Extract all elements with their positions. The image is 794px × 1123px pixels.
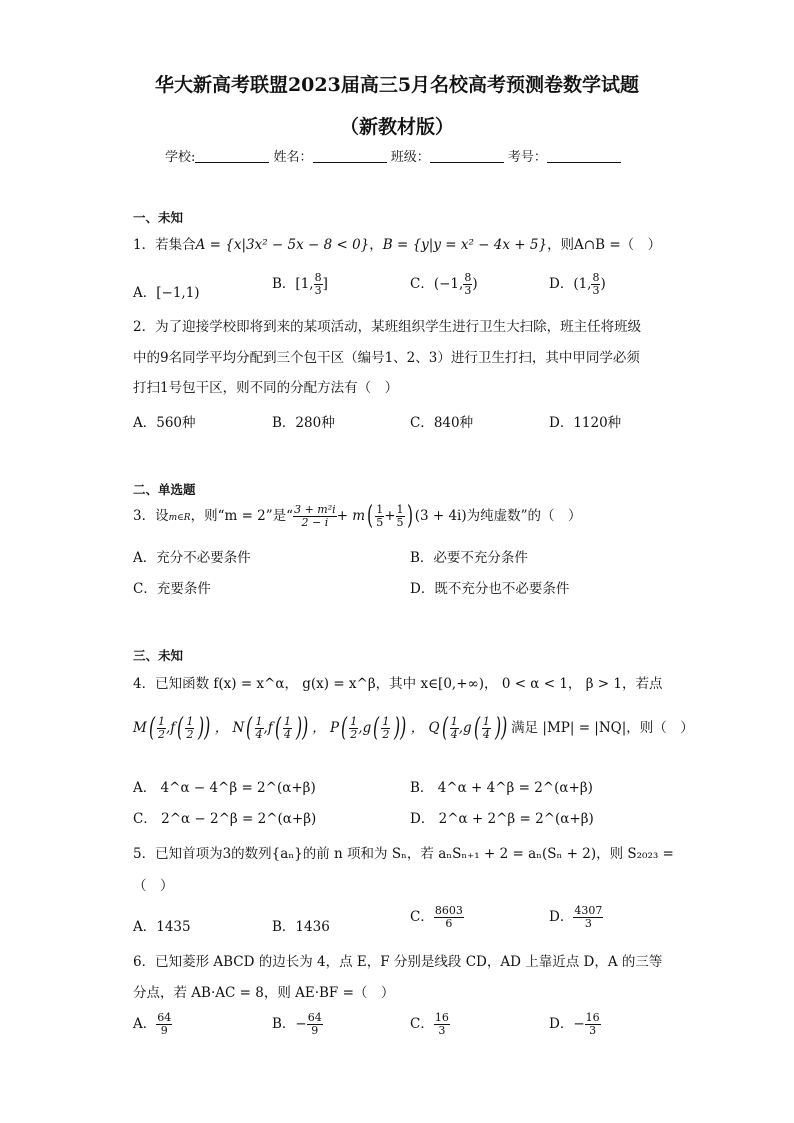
q4-q2-num: 1 bbox=[482, 715, 490, 728]
q1-b-fraction bbox=[314, 272, 323, 297]
q2-line-3: 打扫1号包干区，则不同的分配方法有（ ） bbox=[133, 380, 399, 396]
q5-line-2: （ ） bbox=[133, 878, 174, 894]
q1-d-den: 3 bbox=[592, 284, 600, 297]
q4-line-1: 4．已知函数 f(x) = x^α， g(x) = x^β，其中 x∈[0,+∞)， 0 < α < 1， β > 1，若点 bbox=[133, 676, 663, 692]
q3-frac-num: 3 + m²i bbox=[294, 503, 336, 516]
section-heading-3: 三、未知 bbox=[133, 648, 184, 663]
q3-m-in-r: m∈R bbox=[168, 513, 191, 523]
q6-b-num: 64 bbox=[307, 1011, 322, 1024]
q4-m2-num: 1 bbox=[186, 715, 194, 728]
q4-point-q: Q bbox=[428, 720, 440, 736]
q1-a-value: [−1,1) bbox=[156, 285, 200, 301]
q3-p5: (3 + 4i)为纯虚数”的（ ） bbox=[414, 508, 582, 524]
q4-option-a[interactable]: A． 4^α − 4^β = 2^(α+β) bbox=[133, 780, 316, 796]
q1-b-num: 8 bbox=[314, 271, 322, 284]
q4-q-num: 1 bbox=[450, 715, 458, 728]
q3-option-b[interactable]: B．必要不充分条件 bbox=[410, 550, 528, 566]
q5-option-a[interactable]: A．1435 bbox=[133, 919, 191, 935]
q2-option-a[interactable]: A．560种 bbox=[133, 415, 196, 431]
q3-f2-num: 1 bbox=[396, 503, 404, 516]
q6-a-den: 9 bbox=[160, 1024, 168, 1037]
student-info-row bbox=[165, 146, 621, 165]
q5-line-1: 5．已知首项为3的数列{aₙ}的前 n 项和为 Sₙ，若 aₙSₙ₊₁ + 2 = aₙ(Sₙ + 2)，则 S₂₀₂₃ = bbox=[133, 846, 674, 862]
q4-p2-num: 1 bbox=[382, 715, 390, 728]
section-heading-2: 二、单选题 bbox=[133, 482, 196, 497]
q6-d-num: 16 bbox=[585, 1011, 600, 1024]
q3-frac-den: 2 − i bbox=[301, 516, 329, 529]
q6-a-num: 64 bbox=[157, 1011, 172, 1024]
q1-set-b: B = {y|y = x² − 4x + 5} bbox=[382, 237, 548, 253]
q1-d-fraction bbox=[591, 272, 600, 297]
page-subtitle: （新教材版） bbox=[339, 116, 454, 138]
q6-option-c[interactable] bbox=[410, 1012, 450, 1037]
q1-comma: ， bbox=[369, 237, 383, 253]
q1-c-num: 8 bbox=[464, 271, 472, 284]
q4-p-den: 2 bbox=[350, 728, 358, 741]
q1-d-num: 8 bbox=[592, 271, 600, 284]
q4-p2-den: 2 bbox=[382, 728, 390, 741]
q6-option-b[interactable] bbox=[272, 1012, 323, 1037]
q6-option-d[interactable] bbox=[549, 1012, 601, 1037]
q2-line-2: 中的9名同学平均分配到三个包干区（编号1、2、3）进行卫生打扫，其中甲同学必须 bbox=[133, 350, 640, 366]
q4-option-b[interactable]: B． 4^α + 4^β = 2^(α+β) bbox=[410, 780, 593, 796]
q6-line-1: 6．已知菱形 ABCD 的边长为 4，点 E，F 分别是线段 CD，AD 上靠近点 D，A 的三等 bbox=[133, 954, 663, 970]
q4-n-num: 1 bbox=[255, 715, 263, 728]
q1-d-left: (1, bbox=[573, 276, 592, 292]
question-1 bbox=[133, 237, 661, 254]
q3-fifth-1 bbox=[375, 504, 384, 529]
q3-fifth-2 bbox=[396, 504, 405, 529]
q3-f2-den: 5 bbox=[396, 516, 404, 529]
q6-b-label: B．− bbox=[272, 1016, 307, 1032]
q1-b-label: B． bbox=[272, 276, 296, 292]
q1-option-b[interactable]: B．[1, $\frac{8}{3}$ ] bbox=[272, 271, 328, 297]
q1-d-label: D． bbox=[549, 276, 574, 292]
q1-option-c[interactable]: C．(−1, $\frac{8}{3}$ ) bbox=[410, 271, 478, 297]
q4-point-p: P bbox=[330, 720, 340, 736]
q4-n2-den: 4 bbox=[283, 728, 291, 741]
q6-d-label: D．− bbox=[549, 1016, 585, 1032]
q4-m2-den: 2 bbox=[186, 728, 194, 741]
q4-point-m: M bbox=[133, 720, 147, 736]
q3-p1: 3．设 bbox=[133, 508, 169, 524]
q3-f1-den: 5 bbox=[376, 516, 384, 529]
q1-b-den: 3 bbox=[314, 284, 322, 297]
number-blank[interactable] bbox=[547, 149, 621, 163]
q3-f1-num: 1 bbox=[376, 503, 384, 516]
q3-fraction bbox=[293, 504, 337, 529]
q4-n-den: 4 bbox=[255, 728, 263, 741]
q1-b-left: [1, bbox=[295, 276, 314, 292]
school-label: 学校: bbox=[165, 150, 196, 165]
q1-option-a[interactable] bbox=[133, 281, 200, 301]
q5-option-c[interactable] bbox=[410, 905, 464, 930]
q1-c-left: (−1, bbox=[433, 276, 464, 292]
q1-c-label: C． bbox=[410, 276, 434, 292]
q2-option-c[interactable]: C．840种 bbox=[410, 415, 474, 431]
q4-q-den: 4 bbox=[450, 728, 458, 741]
q4-option-d[interactable]: D． 2^α + 2^β = 2^(α+β) bbox=[410, 811, 594, 827]
page-title: 华大新高考联盟2023届高三5月名校高考预测卷数学试题 bbox=[154, 74, 640, 96]
q5-c-label: C． bbox=[410, 909, 434, 925]
q4-q2-den: 4 bbox=[482, 728, 490, 741]
q1-a-label: A． bbox=[133, 285, 157, 301]
q4-n2-num: 1 bbox=[283, 715, 291, 728]
number-label: 考号： bbox=[507, 150, 547, 165]
q5-d-den: 3 bbox=[584, 917, 592, 930]
q6-d-den: 3 bbox=[589, 1024, 597, 1037]
q5-option-b[interactable]: B．1436 bbox=[272, 919, 330, 935]
q6-line-2: 分点，若 AB·AC = 8，则 AE·BF =（ ） bbox=[133, 985, 395, 1001]
q2-option-b[interactable]: B．280种 bbox=[272, 415, 335, 431]
class-label: 班级： bbox=[390, 150, 430, 165]
q6-c-den: 3 bbox=[438, 1024, 446, 1037]
name-blank[interactable] bbox=[313, 149, 387, 163]
q5-d-label: D． bbox=[549, 909, 574, 925]
q6-b-den: 9 bbox=[311, 1024, 319, 1037]
q1-c-den: 3 bbox=[464, 284, 472, 297]
q6-option-a[interactable] bbox=[133, 1012, 172, 1037]
q4-point-n: N bbox=[232, 720, 245, 736]
q3-option-a[interactable]: A．充分不必要条件 bbox=[133, 550, 251, 566]
q1-option-d[interactable]: D．(1, $\frac{8}{3}$ ) bbox=[549, 271, 606, 297]
section-heading-1: 一、未知 bbox=[133, 210, 184, 225]
q6-c-num: 16 bbox=[434, 1011, 449, 1024]
class-blank[interactable] bbox=[430, 149, 504, 163]
q3-p4: + m bbox=[336, 508, 366, 524]
q4-option-c[interactable]: C． 2^α − 2^β = 2^(α+β) bbox=[133, 811, 317, 827]
q6-a-label: A． bbox=[133, 1016, 157, 1032]
q1-c-fraction bbox=[463, 272, 472, 297]
q6-c-label: C． bbox=[410, 1016, 434, 1032]
q4-p-num: 1 bbox=[350, 715, 358, 728]
school-blank[interactable] bbox=[195, 149, 269, 163]
q1-set-a: A = {x|3x² − 5x − 8 < 0} bbox=[195, 237, 370, 253]
q5-c-num: 8603 bbox=[434, 904, 463, 917]
q4-m-num: 1 bbox=[157, 715, 165, 728]
q1-intro: 1．若集合 bbox=[133, 237, 196, 253]
q3-p3: ，则“m = 2”是“ bbox=[190, 508, 294, 524]
q5-option-d[interactable] bbox=[549, 905, 603, 930]
q5-d-num: 4307 bbox=[574, 904, 603, 917]
q4-m-den: 2 bbox=[157, 728, 165, 741]
q1-ask: ，则A∩B =（ ） bbox=[547, 237, 662, 253]
q4-condition: 满足 |MP| = |NQ|，则（ ） bbox=[511, 720, 694, 736]
q2-option-d[interactable]: D．1120种 bbox=[549, 415, 622, 431]
question-3: 3．设m∈R，则“m = 2”是“ $\frac{\text{3 + m²i}}{2 - i}$ + m( $\frac{1}{5}$ + $\frac{1}{5}$ ) (3 + 4i)为纯虚数”的（ ） bbox=[133, 501, 582, 531]
q3-option-c[interactable]: C．充要条件 bbox=[133, 581, 211, 597]
q4-points: M( $\frac{1}{2}$ ,f( $\frac{1}{2}$ )) ， N( $\frac{1}{4}$ ,f( $\frac{1}{4}$ )) ， P( $\frac{1}{2}$ ,g( $\frac{1}{2}$ )) ， Q( $\frac{1}{4}$ ,g( $\frac{1}{4}$ )) 满足 |MP| = |NQ|，则（ ） bbox=[133, 713, 694, 743]
q2-line-1: 2．为了迎接学校即将到来的某项活动，某班组织学生进行卫生大扫除，班主任将班级 bbox=[133, 319, 642, 335]
q3-option-d[interactable]: D．既不充分也不必要条件 bbox=[410, 581, 570, 597]
name-label: 姓名： bbox=[273, 150, 313, 165]
q5-c-den: 6 bbox=[445, 917, 453, 930]
